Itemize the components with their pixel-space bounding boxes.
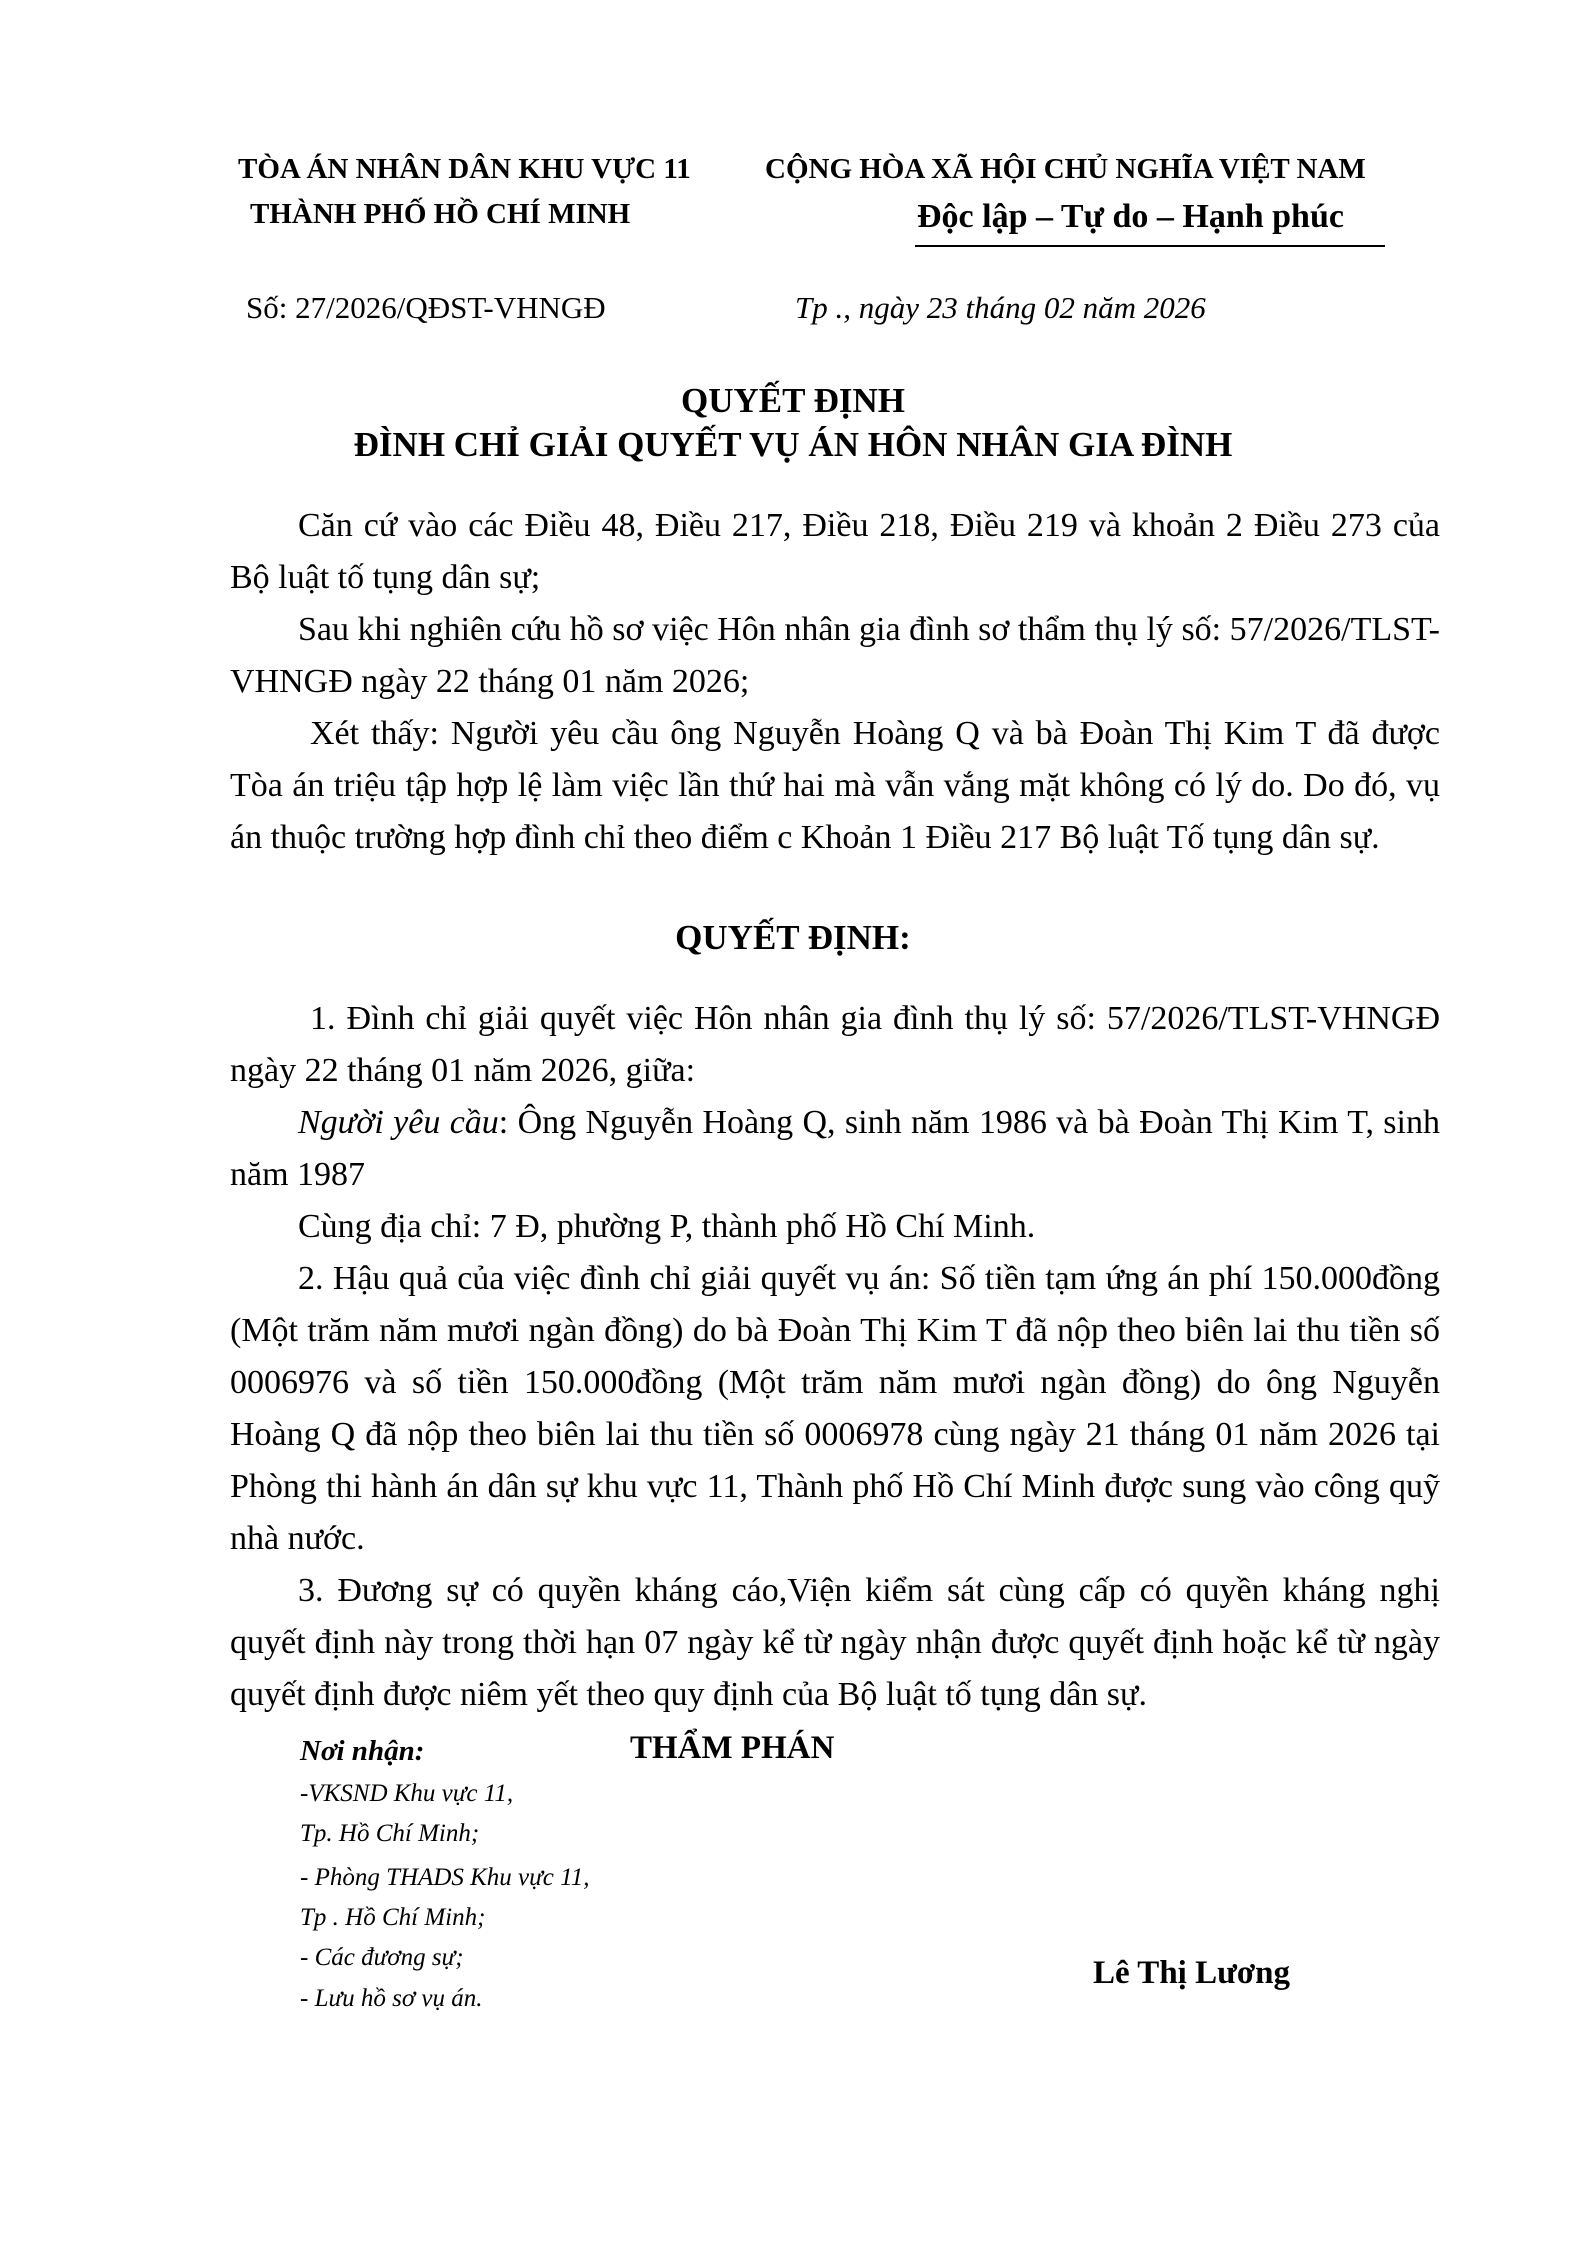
decision-item-1: 1. Đình chỉ giải quyết việc Hôn nhân gia đình thụ lý số: 57/2026/TLST-VHNGĐ ngày 22 tháng 01 năm 2026, giữa: xyxy=(230,1000,1440,1089)
document-title: QUYẾT ĐỊNH xyxy=(681,381,905,420)
requester-label: Người yêu cầu xyxy=(298,1104,499,1141)
court-name-line1: TÒA ÁN NHÂN DÂN KHU VỰC 11 xyxy=(238,153,691,185)
national-title: CỘNG HÒA XÃ HỘI CHỦ NGHĨA VIỆT NAM xyxy=(765,153,1366,185)
decision-item-2: 2. Hậu quả của việc đình chỉ giải quyết vụ án: Số tiền tạm ứng án phí 150.000đồng (Một trăm năm mươi ngàn đồng) do bà Đoàn Thị Kim T đã nộp theo biên lai thu tiền số 0006976 và số tiền 150.000đồng (Một trăm năm mươi ngàn đồng) do ông Nguyễn Hoàng Q đã nộp theo biên lai thu tiền số 0006978 cùng ngày 21 tháng 01 năm 2026 tại Phòng thi hành án dân sự khu vực 11, Thành phố Hồ Chí Minh được sung vào công quỹ nhà nước. xyxy=(230,1260,1440,1557)
ground-paragraph: Xét thấy: Người yêu cầu ông Nguyễn Hoàng Q và bà Đoàn Thị Kim T đã được Tòa án triệu tập hợp lệ làm việc lần thứ hai mà vẫn vắng mặt không có lý do. Do đó, vụ án thuộc trường hợp đình chỉ theo điểm c Khoản 1 Điều 217 Bộ luật Tố tụng dân sự. xyxy=(230,715,1440,856)
recipients-title: Nơi nhận: xyxy=(300,1735,425,1767)
recipient-item: -VKSND Khu vực 11, xyxy=(300,1780,514,1807)
recipient-item: Tp. Hồ Chí Minh; xyxy=(300,1820,480,1847)
document-number: Số: 27/2026/QĐST-VHNGĐ xyxy=(246,290,606,325)
decision-section xyxy=(230,993,1440,1721)
grounds-section xyxy=(230,500,1440,864)
ground-paragraph: Sau khi nghiên cứu hồ sơ việc Hôn nhân gia đình sơ thẩm thụ lý số: 57/2026/TLST-VHNGĐ ngày 22 tháng 01 năm 2026; xyxy=(230,611,1440,700)
recipient-item: - Phòng THADS Khu vực 11, xyxy=(300,1864,590,1891)
requester-text: : Ông Nguyễn Hoàng Q, sinh năm 1986 và bà Đoàn Thị Kim T, sinh năm 1987 xyxy=(230,1104,1440,1193)
document-date: Tp ., ngày 23 tháng 02 năm 2026 xyxy=(795,290,1206,325)
recipient-item: - Các đương sự; xyxy=(300,1944,464,1971)
decision-item-3: 3. Đương sự có quyền kháng cáo,Viện kiểm sát cùng cấp có quyền kháng nghị quyết định này trong thời hạn 07 ngày kể từ ngày nhận được quyết định hoặc kể từ ngày quyết định được niêm yết theo quy định của Bộ luật tố tụng dân sự. xyxy=(230,1572,1440,1713)
motto-underline xyxy=(915,245,1385,247)
court-name-line2: THÀNH PHỐ HỒ CHÍ MINH xyxy=(250,198,631,230)
recipient-item: - Lưu hồ sơ vụ án. xyxy=(300,1985,483,2012)
requester-paragraph xyxy=(230,1097,1440,1201)
recipient-item: Tp . Hồ Chí Minh; xyxy=(300,1904,486,1931)
judge-name: Lê Thị Lương xyxy=(1093,1955,1291,1991)
decision-heading: QUYẾT ĐỊNH: xyxy=(675,918,911,957)
judge-title: THẨM PHÁN xyxy=(630,1730,835,1766)
ground-paragraph: Căn cứ vào các Điều 48, Điều 217, Điều 218, Điều 219 và khoản 2 Điều 273 của Bộ luật tố tụng dân sự; xyxy=(230,507,1440,596)
address-paragraph: Cùng địa chỉ: 7 Đ, phường P, thành phố Hồ Chí Minh. xyxy=(298,1208,1036,1245)
national-motto: Độc lập – Tự do – Hạnh phúc xyxy=(917,198,1344,235)
document-subtitle: ĐÌNH CHỈ GIẢI QUYẾT VỤ ÁN HÔN NHÂN GIA ĐÌNH xyxy=(353,425,1233,464)
